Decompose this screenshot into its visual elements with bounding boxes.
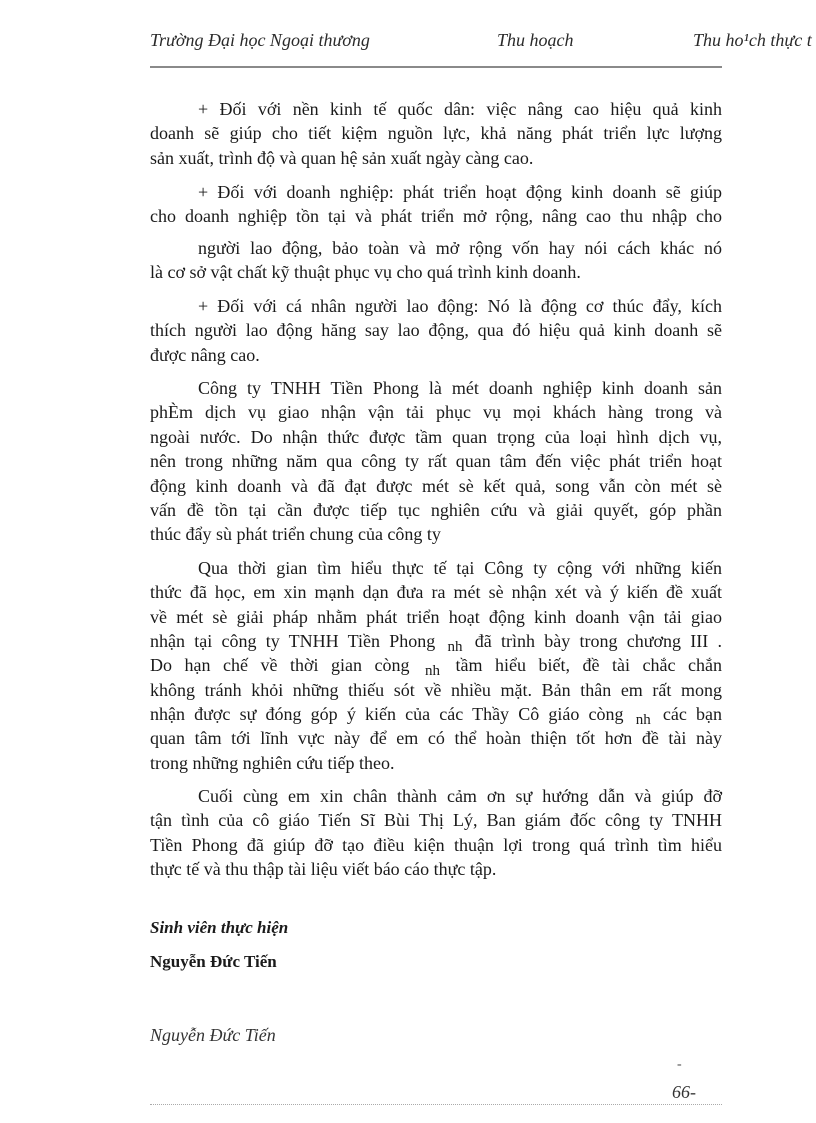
text-line: Cuối cùng em xin chân thành cảm ơn sự hướng dẫn và giúp đỡ [198, 786, 722, 806]
text-line: Qua thời gian tìm hiểu thực tế tại Công ty cộng với những kiến [198, 558, 722, 578]
header-right: Thu ho¹ch thực t [693, 30, 812, 50]
text-line: về mét sè giải pháp nhằm phát triển hoạt động kinh doanh vận tải giao [150, 607, 722, 627]
subscript-fragment: nh [635, 712, 651, 728]
text-line: động kinh doanh và đã đạt được mét sè kết quả, song vẫn còn mét sè [150, 476, 722, 496]
text-line: trong những nghiên cứu tiếp theo. [150, 753, 395, 773]
text-line [150, 655, 722, 680]
text-line: thúc đẩy sù phát triển chung của công ty [150, 524, 441, 544]
text-line: cho doanh nghiệp tồn tại và phát triển mở rộng, nâng cao thu nhập cho [150, 206, 722, 226]
text-line: tận tình của cô giáo Tiến Sĩ Bùi Thị Lý, Ban giám đốc công ty TNHH [150, 810, 722, 830]
header-rule [150, 66, 722, 68]
text-line: thích người lao động hăng say lao động, qua đó hiệu quả kinh doanh sẽ [150, 320, 722, 340]
signer-name: Nguyễn Đức Tiến [150, 952, 277, 971]
text-line: là cơ sở vật chất kỹ thuật phục vụ cho quá trình kinh doanh. [150, 262, 581, 282]
footer-rule [150, 1104, 722, 1105]
text-line: không tránh khỏi những thiếu sót về nhiều mặt. Bản thân em rất mong [150, 680, 722, 700]
text-line [150, 704, 722, 729]
text-line: được nâng cao. [150, 345, 260, 365]
text-line: nên trong những năm qua công ty rất quan tâm đến việc phát triển hoạt [150, 451, 722, 471]
text-line: + Đối với cá nhân người lao động: Nó là động cơ thúc đẩy, kích [198, 296, 722, 316]
header-school: Trường Đại học Ngoại thương [150, 30, 370, 50]
text-line: + Đối với doanh nghiệp: phát triển hoạt động kinh doanh sẽ giúp [198, 182, 722, 202]
text-segment: các bạn [662, 704, 723, 724]
subscript-fragment: nh [425, 663, 441, 679]
text-segment: tầm hiểu biết, đề tài chắc chắn [455, 655, 722, 675]
text-line: vấn đề tồn tại cần được tiếp tục nghiên cứu và giải quyết, góp phần [150, 500, 722, 520]
text-line [150, 631, 722, 656]
text-line: thực tế và thu thập tài liệu viết báo cáo thực tập. [150, 859, 497, 879]
text-line: thức đã học, em xin mạnh dạn đưa ra mét sè nhận xét và ý kiến đề xuất [150, 582, 722, 602]
handwritten-signature: Nguyễn Đức Tiến [150, 1025, 276, 1045]
text-line: Tiền Phong đã giúp đỡ tạo điều kiện thuận lợi trong quá trình tìm hiểu [150, 835, 722, 855]
text-line: ngoài nước. Do nhận thức được tầm quan trọng của loại hình dịch vụ, [150, 427, 722, 447]
text-segment: nhận được sự đóng góp ý kiến của các Thầy Cô giáo còng [150, 704, 624, 724]
text-line: quan tâm tới lĩnh vực này để em có thể hoàn thiện tốt hơn đề tài này [150, 728, 722, 748]
text-line: người lao động, bảo toàn và mở rộng vốn hay nói cách khác nó [198, 238, 722, 258]
signer-role: Sinh viên thực hiện [150, 918, 289, 937]
text-segment: Do hạn chế về thời gian còng [150, 655, 410, 675]
text-line: phÈm dịch vụ giao nhận vận tải phục vụ mọi khách hàng trong và [150, 402, 722, 422]
text-segment: nhận tại công ty TNHH Tiền Phong [150, 631, 436, 651]
subscript-fragment: nh [447, 639, 463, 655]
text-line: Công ty TNHH Tiền Phong là mét doanh nghiệp kinh doanh sản [198, 378, 722, 398]
text-line: sản xuất, trình độ và quan hệ sản xuất ngày càng cao. [150, 148, 534, 168]
text-line: doanh sẽ giúp cho tiết kiệm nguồn lực, khả năng phát triển lực lượng [150, 123, 722, 143]
text-line: + Đối với nền kinh tế quốc dân: việc nâng cao hiệu quả kinh [198, 99, 722, 119]
page-number-dash: - [677, 1057, 682, 1072]
header-title: Thu hoạch [497, 30, 574, 50]
page-number: 66- [672, 1082, 696, 1102]
text-segment: đã trình bày trong chương III . [474, 631, 723, 651]
